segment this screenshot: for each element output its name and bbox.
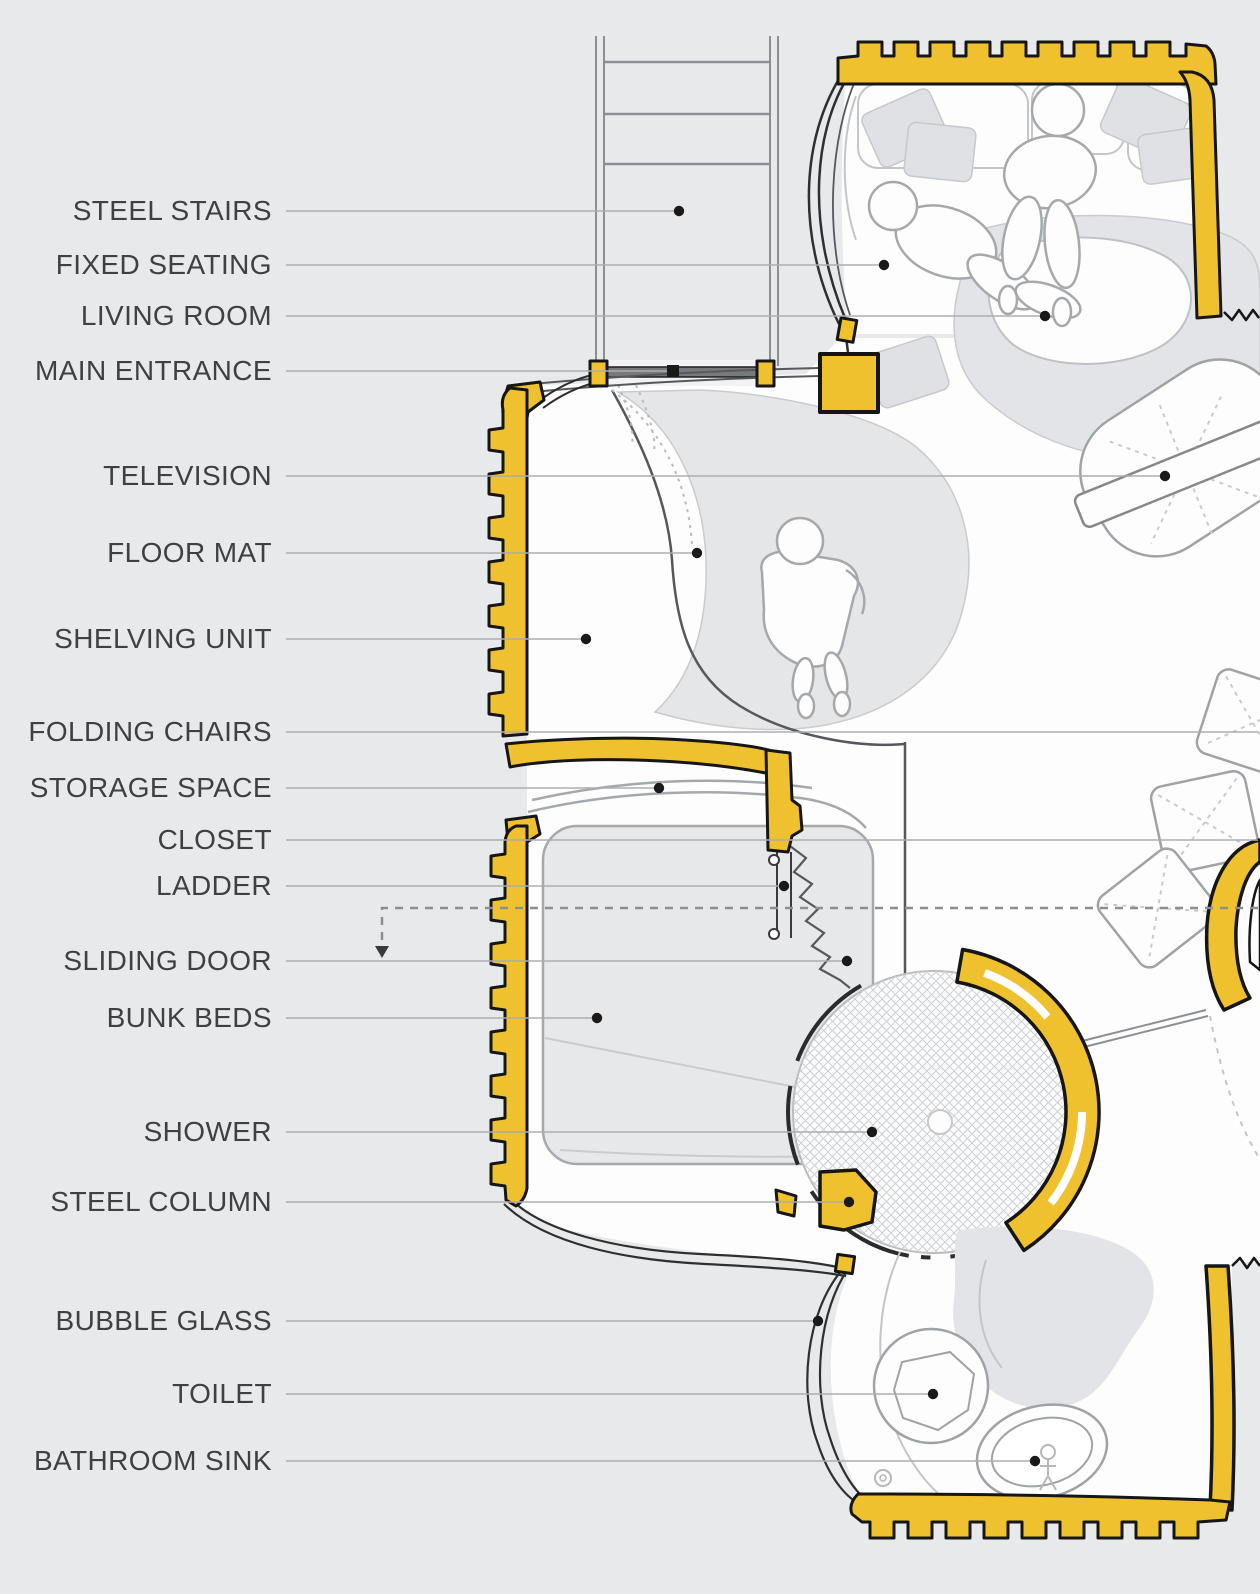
label-sliding-door: SLIDING DOOR: [63, 945, 272, 976]
label-steel-column: STEEL COLUMN: [50, 1186, 272, 1217]
wall-top-crenellated: [838, 42, 1216, 84]
label-storage-space: STORAGE SPACE: [29, 772, 272, 803]
dot-sliding-door: [842, 956, 852, 966]
wall-left-lower: [491, 826, 527, 1206]
dot-bathroom-sink: [1030, 1456, 1040, 1466]
dot-shower: [867, 1127, 877, 1137]
label-television: TELEVISION: [103, 460, 272, 491]
glass-node: [837, 318, 857, 342]
label-steel-stairs: STEEL STAIRS: [72, 195, 272, 226]
dot-living-room: [1040, 311, 1050, 321]
dot-floor-mat: [692, 548, 702, 558]
column-wedge: [776, 1190, 796, 1216]
wall-bathroom-right: [1206, 1266, 1234, 1510]
label-fixed-seating: FIXED SEATING: [55, 249, 272, 280]
wall-bottom-crenellated: [851, 1494, 1230, 1538]
dot-fixed-seating: [879, 260, 889, 270]
dot-steel-column: [844, 1197, 854, 1207]
dot-steel-stairs: [674, 206, 684, 216]
dot-toilet: [928, 1389, 938, 1399]
sliding-door-arrow: [375, 946, 389, 958]
label-bubble-glass: BUBBLE GLASS: [55, 1305, 272, 1336]
bridge-pad-right: [757, 361, 774, 386]
label-floor-mat: FLOOR MAT: [107, 537, 272, 568]
label-closet: CLOSET: [157, 824, 272, 855]
dot-ladder: [779, 881, 789, 891]
label-bathroom-sink: BATHROOM SINK: [33, 1445, 272, 1476]
marker-main-entrance: [667, 365, 679, 377]
label-bunk-beds: BUNK BEDS: [106, 1002, 272, 1033]
toilet: [874, 1329, 988, 1443]
label-folding-chairs: FOLDING CHAIRS: [28, 716, 272, 747]
label-toilet: TOILET: [172, 1378, 272, 1409]
label-ladder: LADDER: [156, 870, 272, 901]
label-living-room: LIVING ROOM: [80, 300, 272, 331]
bath-glass-node: [835, 1254, 854, 1273]
dot-bubble-glass: [813, 1316, 823, 1326]
label-main-entrance: MAIN ENTRANCE: [35, 355, 272, 386]
label-shower: SHOWER: [143, 1116, 272, 1147]
dot-bunk-beds: [592, 1013, 602, 1023]
entrance-vestibule: [820, 354, 878, 412]
dot-television: [1160, 471, 1170, 481]
label-shelving-unit: SHELVING UNIT: [54, 623, 272, 654]
dot-storage-space: [654, 783, 664, 793]
bridge-pad-left: [590, 361, 607, 386]
dot-shelving-unit: [581, 634, 591, 644]
wall-left-upper: [489, 388, 527, 736]
